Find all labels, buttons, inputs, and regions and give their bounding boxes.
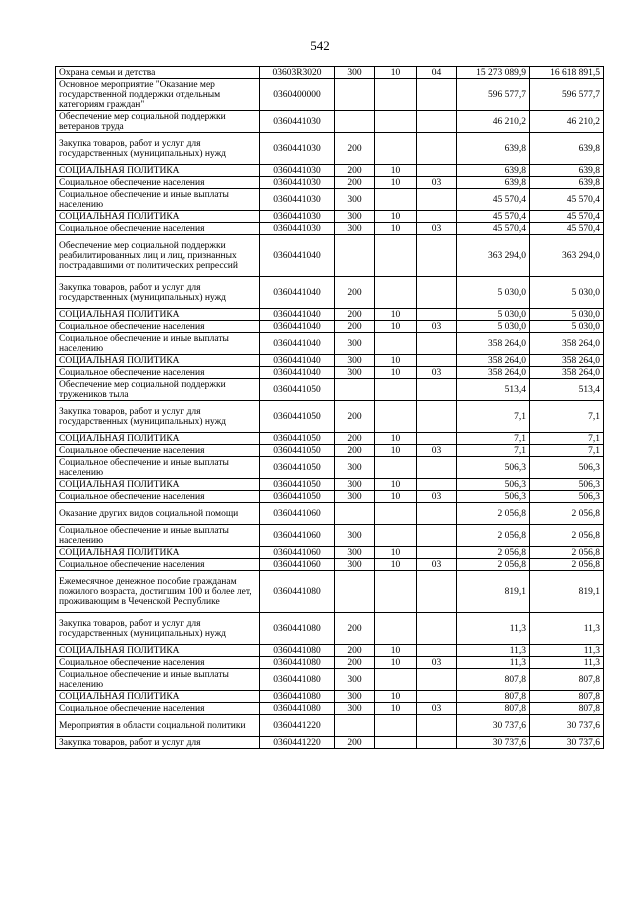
row-amount-year2-cell: 2 056,8 — [530, 503, 604, 525]
row-name-cell: СОЦИАЛЬНАЯ ПОЛИТИКА — [56, 355, 260, 367]
table-row — [56, 433, 604, 445]
row-subsection-cell — [417, 503, 457, 525]
row-amount-year1-cell: 807,8 — [457, 703, 530, 715]
table-row — [56, 703, 604, 715]
row-section-cell — [375, 235, 417, 277]
table-row — [56, 321, 604, 333]
row-subsection-cell — [417, 133, 457, 165]
row-code-cell: 0360441060 — [260, 547, 335, 559]
row-section-cell — [375, 133, 417, 165]
row-section-cell — [375, 715, 417, 737]
row-section-cell: 10 — [375, 433, 417, 445]
row-subsection-cell — [417, 669, 457, 691]
row-subsection-cell — [417, 379, 457, 401]
table-row — [56, 189, 604, 211]
row-subsection-cell: 03 — [417, 491, 457, 503]
row-amount-year2-cell: 807,8 — [530, 669, 604, 691]
table-row — [56, 235, 604, 277]
row-amount-year1-cell: 506,3 — [457, 457, 530, 479]
row-subsection-cell — [417, 645, 457, 657]
row-amount-year1-cell: 639,8 — [457, 133, 530, 165]
row-code-cell: 0360441050 — [260, 433, 335, 445]
row-section-cell: 10 — [375, 657, 417, 669]
table-row — [56, 165, 604, 177]
row-expense-type-cell: 300 — [335, 691, 375, 703]
row-subsection-cell — [417, 613, 457, 645]
table-row — [56, 355, 604, 367]
row-amount-year2-cell: 7,1 — [530, 433, 604, 445]
table-row — [56, 503, 604, 525]
row-amount-year1-cell: 30 737,6 — [457, 737, 530, 749]
row-subsection-cell — [417, 211, 457, 223]
row-amount-year1-cell: 7,1 — [457, 433, 530, 445]
row-expense-type-cell: 200 — [335, 645, 375, 657]
row-code-cell: 0360441080 — [260, 571, 335, 613]
row-expense-type-cell: 300 — [335, 525, 375, 547]
row-expense-type-cell: 300 — [335, 547, 375, 559]
row-name-cell: Социальное обеспечение и иные выплаты населению — [56, 525, 260, 547]
row-subsection-cell — [417, 547, 457, 559]
row-expense-type-cell: 300 — [335, 457, 375, 479]
row-section-cell: 10 — [375, 165, 417, 177]
row-subsection-cell — [417, 355, 457, 367]
row-expense-type-cell: 300 — [335, 223, 375, 235]
table-row — [56, 571, 604, 613]
row-name-cell: Закупка товаров, работ и услуг для государственных (муниципальных) нужд — [56, 613, 260, 645]
row-expense-type-cell: 200 — [335, 165, 375, 177]
row-code-cell: 0360441060 — [260, 559, 335, 571]
row-name-cell: СОЦИАЛЬНАЯ ПОЛИТИКА — [56, 165, 260, 177]
table-row — [56, 277, 604, 309]
row-name-cell: Основное мероприятие "Оказание мер государственной поддержки отдельным категориям граждан" — [56, 79, 260, 111]
budget-table — [55, 66, 604, 749]
row-amount-year2-cell: 807,8 — [530, 703, 604, 715]
row-amount-year2-cell: 5 030,0 — [530, 277, 604, 309]
row-amount-year2-cell: 45 570,4 — [530, 189, 604, 211]
row-code-cell: 0360441050 — [260, 445, 335, 457]
row-section-cell — [375, 613, 417, 645]
row-subsection-cell: 03 — [417, 703, 457, 715]
row-name-cell: Социальное обеспечение и иные выплаты населению — [56, 669, 260, 691]
row-amount-year1-cell: 807,8 — [457, 669, 530, 691]
row-subsection-cell — [417, 277, 457, 309]
row-name-cell: Обеспечение мер социальной поддержки тружеников тыла — [56, 379, 260, 401]
table-row — [56, 669, 604, 691]
row-expense-type-cell: 300 — [335, 211, 375, 223]
row-name-cell: Социальное обеспечение населения — [56, 657, 260, 669]
table-row — [56, 67, 604, 79]
row-code-cell: 0360441080 — [260, 613, 335, 645]
row-section-cell — [375, 457, 417, 479]
row-code-cell: 0360441220 — [260, 715, 335, 737]
row-amount-year1-cell: 45 570,4 — [457, 223, 530, 235]
row-section-cell — [375, 189, 417, 211]
row-code-cell: 0360441050 — [260, 401, 335, 433]
row-section-cell — [375, 379, 417, 401]
table-row — [56, 309, 604, 321]
table-row — [56, 657, 604, 669]
row-expense-type-cell: 300 — [335, 67, 375, 79]
row-amount-year1-cell: 2 056,8 — [457, 503, 530, 525]
row-expense-type-cell: 200 — [335, 133, 375, 165]
row-name-cell: Социальное обеспечение и иные выплаты населению — [56, 457, 260, 479]
row-amount-year2-cell: 45 570,4 — [530, 223, 604, 235]
row-amount-year1-cell: 358 264,0 — [457, 367, 530, 379]
row-name-cell: Обеспечение мер социальной поддержки ветеранов труда — [56, 111, 260, 133]
table-row — [56, 223, 604, 235]
row-subsection-cell: 03 — [417, 223, 457, 235]
table-row — [56, 645, 604, 657]
row-name-cell: Закупка товаров, работ и услуг для государственных (муниципальных) нужд — [56, 401, 260, 433]
row-subsection-cell: 03 — [417, 321, 457, 333]
row-amount-year2-cell: 7,1 — [530, 401, 604, 433]
table-row — [56, 133, 604, 165]
row-code-cell: 0360441040 — [260, 367, 335, 379]
row-amount-year2-cell: 5 030,0 — [530, 321, 604, 333]
row-amount-year2-cell: 2 056,8 — [530, 547, 604, 559]
row-expense-type-cell: 300 — [335, 367, 375, 379]
row-name-cell: Охрана семьи и детства — [56, 67, 260, 79]
row-amount-year2-cell: 819,1 — [530, 571, 604, 613]
row-amount-year1-cell: 5 030,0 — [457, 309, 530, 321]
row-subsection-cell: 03 — [417, 657, 457, 669]
row-code-cell: 0360441220 — [260, 737, 335, 749]
row-amount-year1-cell: 45 570,4 — [457, 211, 530, 223]
row-code-cell: 0360441080 — [260, 657, 335, 669]
table-row — [56, 737, 604, 749]
row-section-cell — [375, 401, 417, 433]
row-subsection-cell — [417, 333, 457, 355]
page-number: 542 — [310, 38, 330, 53]
row-amount-year2-cell: 358 264,0 — [530, 333, 604, 355]
table-row — [56, 715, 604, 737]
row-name-cell: Ежемесячное денежное пособие гражданам пожилого возраста, достигшим 100 и более лет, проживающим в Чеченской Республике — [56, 571, 260, 613]
row-amount-year1-cell: 11,3 — [457, 645, 530, 657]
row-expense-type-cell: 300 — [335, 479, 375, 491]
row-section-cell — [375, 669, 417, 691]
row-code-cell: 0360441040 — [260, 235, 335, 277]
row-section-cell: 10 — [375, 491, 417, 503]
table-row — [56, 525, 604, 547]
row-amount-year2-cell: 11,3 — [530, 657, 604, 669]
row-amount-year2-cell: 30 737,6 — [530, 715, 604, 737]
row-amount-year1-cell: 363 294,0 — [457, 235, 530, 277]
row-code-cell: 0360441050 — [260, 479, 335, 491]
table-row — [56, 457, 604, 479]
row-subsection-cell — [417, 309, 457, 321]
row-amount-year2-cell: 5 030,0 — [530, 309, 604, 321]
table-row — [56, 367, 604, 379]
row-amount-year2-cell: 16 618 891,5 — [530, 67, 604, 79]
row-amount-year2-cell: 358 264,0 — [530, 355, 604, 367]
table-row — [56, 211, 604, 223]
row-expense-type-cell — [335, 379, 375, 401]
row-expense-type-cell: 200 — [335, 321, 375, 333]
row-expense-type-cell: 200 — [335, 309, 375, 321]
row-amount-year1-cell: 30 737,6 — [457, 715, 530, 737]
row-expense-type-cell: 300 — [335, 333, 375, 355]
table-row — [56, 111, 604, 133]
row-expense-type-cell: 300 — [335, 703, 375, 715]
row-expense-type-cell: 200 — [335, 277, 375, 309]
table-row — [56, 547, 604, 559]
row-amount-year2-cell: 11,3 — [530, 645, 604, 657]
row-subsection-cell — [417, 571, 457, 613]
row-code-cell: 0360441040 — [260, 277, 335, 309]
row-subsection-cell — [417, 737, 457, 749]
row-section-cell: 10 — [375, 367, 417, 379]
row-section-cell — [375, 277, 417, 309]
row-amount-year1-cell: 2 056,8 — [457, 525, 530, 547]
row-subsection-cell — [417, 715, 457, 737]
row-subsection-cell: 03 — [417, 559, 457, 571]
row-subsection-cell: 04 — [417, 67, 457, 79]
row-name-cell: Закупка товаров, работ и услуг для государственных (муниципальных) нужд — [56, 277, 260, 309]
row-name-cell: Социальное обеспечение и иные выплаты населению — [56, 189, 260, 211]
row-code-cell: 0360441060 — [260, 503, 335, 525]
row-expense-type-cell: 200 — [335, 445, 375, 457]
row-amount-year1-cell: 7,1 — [457, 401, 530, 433]
row-expense-type-cell: 300 — [335, 189, 375, 211]
row-section-cell — [375, 571, 417, 613]
row-expense-type-cell: 300 — [335, 669, 375, 691]
row-code-cell: 0360441030 — [260, 111, 335, 133]
row-code-cell: 0360441030 — [260, 189, 335, 211]
row-amount-year2-cell: 506,3 — [530, 479, 604, 491]
row-name-cell: СОЦИАЛЬНАЯ ПОЛИТИКА — [56, 309, 260, 321]
row-expense-type-cell: 200 — [335, 401, 375, 433]
row-section-cell: 10 — [375, 703, 417, 715]
row-code-cell: 0360441050 — [260, 379, 335, 401]
row-code-cell: 0360441030 — [260, 165, 335, 177]
row-subsection-cell: 03 — [417, 445, 457, 457]
table-row — [56, 559, 604, 571]
table-row — [56, 445, 604, 457]
row-section-cell: 10 — [375, 355, 417, 367]
row-amount-year1-cell: 639,8 — [457, 177, 530, 189]
row-code-cell: 0360441030 — [260, 177, 335, 189]
row-amount-year2-cell: 2 056,8 — [530, 559, 604, 571]
row-amount-year2-cell: 7,1 — [530, 445, 604, 457]
row-amount-year2-cell: 363 294,0 — [530, 235, 604, 277]
row-subsection-cell — [417, 235, 457, 277]
row-code-cell: 0360441050 — [260, 457, 335, 479]
row-code-cell: 0360441080 — [260, 669, 335, 691]
row-amount-year1-cell: 5 030,0 — [457, 321, 530, 333]
row-section-cell: 10 — [375, 309, 417, 321]
row-amount-year1-cell: 2 056,8 — [457, 547, 530, 559]
row-amount-year1-cell: 7,1 — [457, 445, 530, 457]
row-name-cell: СОЦИАЛЬНАЯ ПОЛИТИКА — [56, 479, 260, 491]
row-section-cell: 10 — [375, 211, 417, 223]
row-code-cell: 0360441050 — [260, 491, 335, 503]
row-amount-year1-cell: 11,3 — [457, 657, 530, 669]
row-expense-type-cell — [335, 503, 375, 525]
row-subsection-cell: 03 — [417, 177, 457, 189]
row-subsection-cell: 03 — [417, 367, 457, 379]
row-section-cell — [375, 79, 417, 111]
row-amount-year1-cell: 358 264,0 — [457, 333, 530, 355]
row-code-cell: 0360441080 — [260, 645, 335, 657]
row-section-cell — [375, 111, 417, 133]
row-amount-year1-cell: 513,4 — [457, 379, 530, 401]
row-amount-year2-cell: 2 056,8 — [530, 525, 604, 547]
row-amount-year2-cell: 639,8 — [530, 165, 604, 177]
row-subsection-cell — [417, 401, 457, 433]
table-row — [56, 333, 604, 355]
row-expense-type-cell: 200 — [335, 433, 375, 445]
table-row — [56, 177, 604, 189]
row-subsection-cell — [417, 525, 457, 547]
row-amount-year1-cell: 807,8 — [457, 691, 530, 703]
row-section-cell: 10 — [375, 445, 417, 457]
row-section-cell — [375, 503, 417, 525]
row-amount-year2-cell: 639,8 — [530, 177, 604, 189]
row-name-cell: СОЦИАЛЬНАЯ ПОЛИТИКА — [56, 433, 260, 445]
row-subsection-cell — [417, 111, 457, 133]
row-amount-year1-cell: 11,3 — [457, 613, 530, 645]
row-section-cell — [375, 333, 417, 355]
row-amount-year1-cell: 506,3 — [457, 491, 530, 503]
row-code-cell: 0360441040 — [260, 333, 335, 355]
row-amount-year2-cell: 513,4 — [530, 379, 604, 401]
row-code-cell: 0360441040 — [260, 309, 335, 321]
row-amount-year1-cell: 5 030,0 — [457, 277, 530, 309]
row-amount-year1-cell: 46 210,2 — [457, 111, 530, 133]
row-code-cell: 0360441030 — [260, 133, 335, 165]
table-row — [56, 79, 604, 111]
table-row — [56, 613, 604, 645]
row-name-cell: Закупка товаров, работ и услуг для государственных (муниципальных) нужд — [56, 133, 260, 165]
row-amount-year2-cell: 807,8 — [530, 691, 604, 703]
row-expense-type-cell: 300 — [335, 491, 375, 503]
row-expense-type-cell: 300 — [335, 559, 375, 571]
row-expense-type-cell — [335, 111, 375, 133]
row-expense-type-cell: 200 — [335, 177, 375, 189]
row-code-cell: 0360441080 — [260, 703, 335, 715]
budget-table-body — [56, 67, 604, 749]
row-expense-type-cell: 200 — [335, 737, 375, 749]
row-section-cell: 10 — [375, 479, 417, 491]
row-name-cell: Социальное обеспечение населения — [56, 491, 260, 503]
row-name-cell: Социальное обеспечение и иные выплаты населению — [56, 333, 260, 355]
row-section-cell: 10 — [375, 547, 417, 559]
row-code-cell: 0360441080 — [260, 691, 335, 703]
row-name-cell: Оказание других видов социальной помощи — [56, 503, 260, 525]
row-amount-year2-cell: 358 264,0 — [530, 367, 604, 379]
row-amount-year1-cell: 506,3 — [457, 479, 530, 491]
row-expense-type-cell — [335, 715, 375, 737]
row-amount-year1-cell: 596 577,7 — [457, 79, 530, 111]
row-amount-year1-cell: 819,1 — [457, 571, 530, 613]
row-expense-type-cell: 200 — [335, 613, 375, 645]
row-subsection-cell — [417, 479, 457, 491]
row-amount-year2-cell: 30 737,6 — [530, 737, 604, 749]
row-section-cell — [375, 525, 417, 547]
row-code-cell: 0360441040 — [260, 321, 335, 333]
row-name-cell: Мероприятия в области социальной политики — [56, 715, 260, 737]
row-name-cell: Социальное обеспечение населения — [56, 321, 260, 333]
row-amount-year1-cell: 639,8 — [457, 165, 530, 177]
row-subsection-cell — [417, 691, 457, 703]
row-subsection-cell — [417, 165, 457, 177]
table-row — [56, 401, 604, 433]
row-name-cell: СОЦИАЛЬНАЯ ПОЛИТИКА — [56, 691, 260, 703]
row-code-cell: 0360400000 — [260, 79, 335, 111]
row-amount-year2-cell: 45 570,4 — [530, 211, 604, 223]
row-subsection-cell — [417, 433, 457, 445]
table-row — [56, 379, 604, 401]
row-subsection-cell — [417, 189, 457, 211]
row-name-cell: Закупка товаров, работ и услуг для — [56, 737, 260, 749]
row-amount-year1-cell: 358 264,0 — [457, 355, 530, 367]
row-code-cell: 03603R3020 — [260, 67, 335, 79]
row-name-cell: Социальное обеспечение населения — [56, 703, 260, 715]
row-amount-year2-cell: 596 577,7 — [530, 79, 604, 111]
row-code-cell: 0360441030 — [260, 211, 335, 223]
row-section-cell: 10 — [375, 67, 417, 79]
row-name-cell: Социальное обеспечение населения — [56, 177, 260, 189]
row-name-cell: СОЦИАЛЬНАЯ ПОЛИТИКА — [56, 211, 260, 223]
table-row — [56, 691, 604, 703]
row-amount-year2-cell: 639,8 — [530, 133, 604, 165]
row-section-cell: 10 — [375, 223, 417, 235]
row-code-cell: 0360441060 — [260, 525, 335, 547]
row-amount-year1-cell: 15 273 089,9 — [457, 67, 530, 79]
row-section-cell: 10 — [375, 559, 417, 571]
row-name-cell: Социальное обеспечение населения — [56, 223, 260, 235]
row-section-cell: 10 — [375, 691, 417, 703]
row-name-cell: Социальное обеспечение населения — [56, 367, 260, 379]
row-amount-year2-cell: 506,3 — [530, 457, 604, 479]
row-section-cell — [375, 737, 417, 749]
row-expense-type-cell — [335, 235, 375, 277]
row-expense-type-cell: 200 — [335, 657, 375, 669]
row-amount-year2-cell: 46 210,2 — [530, 111, 604, 133]
row-expense-type-cell — [335, 79, 375, 111]
row-expense-type-cell: 300 — [335, 355, 375, 367]
row-name-cell: СОЦИАЛЬНАЯ ПОЛИТИКА — [56, 547, 260, 559]
row-section-cell: 10 — [375, 177, 417, 189]
row-amount-year1-cell: 2 056,8 — [457, 559, 530, 571]
row-name-cell: Социальное обеспечение населения — [56, 559, 260, 571]
row-code-cell: 0360441040 — [260, 355, 335, 367]
row-amount-year2-cell: 11,3 — [530, 613, 604, 645]
row-expense-type-cell — [335, 571, 375, 613]
row-subsection-cell — [417, 457, 457, 479]
table-row — [56, 479, 604, 491]
row-amount-year2-cell: 506,3 — [530, 491, 604, 503]
row-amount-year1-cell: 45 570,4 — [457, 189, 530, 211]
row-subsection-cell — [417, 79, 457, 111]
row-name-cell: СОЦИАЛЬНАЯ ПОЛИТИКА — [56, 645, 260, 657]
row-code-cell: 0360441030 — [260, 223, 335, 235]
row-name-cell: Социальное обеспечение населения — [56, 445, 260, 457]
row-section-cell: 10 — [375, 645, 417, 657]
row-name-cell: Обеспечение мер социальной поддержки реабилитированных лиц и лиц, признанных пострадавшими от политических репрессий — [56, 235, 260, 277]
row-section-cell: 10 — [375, 321, 417, 333]
table-row — [56, 491, 604, 503]
